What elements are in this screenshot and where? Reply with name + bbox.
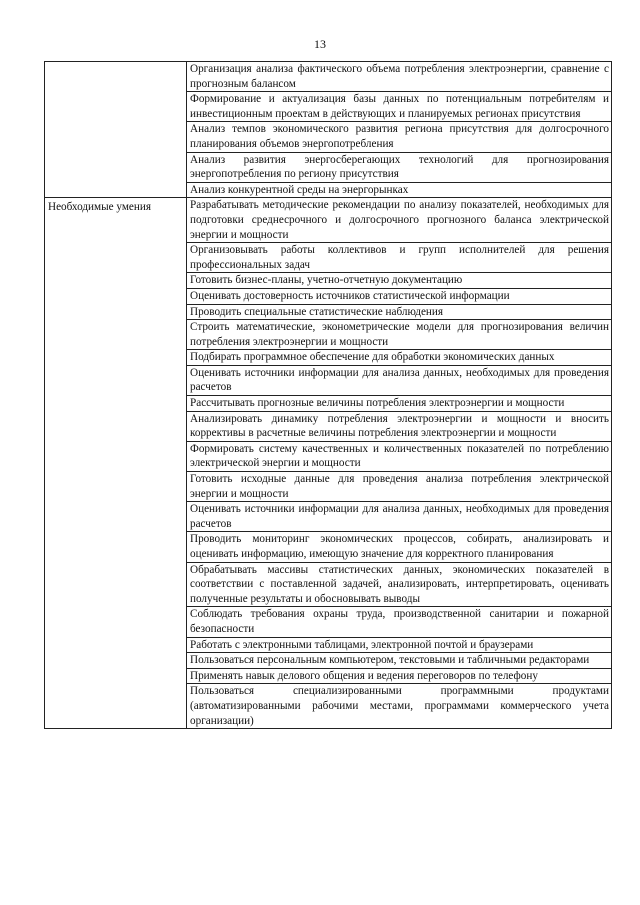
- table-row: [45, 607, 612, 637]
- skills-section-label-cell: [45, 502, 187, 532]
- skills-section-label-cell: [45, 304, 187, 320]
- continued-section-label-cell: [45, 92, 187, 122]
- skills-section-label-cell: [45, 441, 187, 471]
- skills-section-item: Работать с электронными таблицами, электронной почтой и браузерами: [187, 637, 612, 653]
- table-row: [45, 198, 612, 243]
- continued-section-item: Анализ конкурентной среды на энергорынках: [187, 182, 612, 198]
- table-body: [45, 62, 612, 729]
- continued-section-item: Формирование и актуализация базы данных по потенциальным потребителям и инвестиционным проектам в действующих и планируемых регионах присутствия: [187, 92, 612, 122]
- skills-section-label: Необходимые умения: [48, 201, 151, 214]
- skills-section-label-cell: [45, 668, 187, 684]
- table-row: [45, 320, 612, 350]
- skills-section-label-cell: [45, 532, 187, 562]
- skills-section-item: Готовить исходные данные для проведения анализа потребления электрической энергии и мощности: [187, 472, 612, 502]
- table-row: [45, 122, 612, 152]
- skills-section-label-cell: [45, 243, 187, 273]
- skills-section-item: Проводить мониторинг экономических процессов, собирать, анализировать и оценивать информацию, имеющую значение для корректного планирования: [187, 532, 612, 562]
- skills-section-label-cell: [45, 472, 187, 502]
- table-row: [45, 472, 612, 502]
- skills-section-item: Оценивать источники информации для анализа данных, необходимых для проведения расчетов: [187, 502, 612, 532]
- continued-section-label-cell: [45, 182, 187, 198]
- skills-section-item: Проводить специальные статистические наблюдения: [187, 304, 612, 320]
- continued-section-label-cell: [45, 62, 187, 92]
- table-row: [45, 304, 612, 320]
- skills-section-label-cell: [45, 607, 187, 637]
- table-row: [45, 502, 612, 532]
- skills-section-item: Обрабатывать массивы статистических данных, экономических показателей в соответствии с поставленной задачей, анализировать, интерпретировать, оценивать полученные результаты и обосновывать выводы: [187, 562, 612, 607]
- skills-section-item: Анализировать динамику потребления электроэнергии и мощности и вносить коррективы в расчетные величины потребления электроэнергии и мощности: [187, 411, 612, 441]
- table-row: [45, 684, 612, 729]
- skills-section-item: Оценивать источники информации для анализа данных, необходимых для проведения расчетов: [187, 365, 612, 395]
- page-number: 13: [314, 37, 326, 51]
- continued-section-item: Анализ развития энергосберегающих технологий для прогнозирования энергопотребления по региону присутствия: [187, 152, 612, 182]
- skills-section-label-cell: [45, 350, 187, 366]
- skills-section-item: Оценивать достоверность источников статистической информации: [187, 288, 612, 304]
- table-row: [45, 243, 612, 273]
- skills-section-item: Пользоваться персональным компьютером, текстовыми и табличными редакторами: [187, 653, 612, 669]
- continued-section-label-cell: [45, 152, 187, 182]
- skills-section-item: Рассчитывать прогнозные величины потребления электроэнергии и мощности: [187, 396, 612, 412]
- continued-section-label-cell: [45, 122, 187, 152]
- table-row: [45, 562, 612, 607]
- table-row: [45, 350, 612, 366]
- table-row: [45, 532, 612, 562]
- skills-section-label-cell: [45, 562, 187, 607]
- skills-section-label-cell: [45, 411, 187, 441]
- skills-table: [44, 61, 612, 729]
- table-row: [45, 62, 612, 92]
- skills-section-label-cell: [45, 653, 187, 669]
- skills-section-label-cell: [45, 273, 187, 289]
- skills-section-item: Применять навык делового общения и ведения переговоров по телефону: [187, 668, 612, 684]
- table-row: [45, 273, 612, 289]
- table-row: [45, 637, 612, 653]
- continued-section-item: Анализ темпов экономического развития региона присутствия для долгосрочного планирования объемов энергопотребления: [187, 122, 612, 152]
- table-row: [45, 668, 612, 684]
- skills-section-item: Организовывать работы коллективов и групп исполнителей для решения профессиональных задач: [187, 243, 612, 273]
- skills-section-label-cell: [45, 320, 187, 350]
- skills-section-item: Пользоваться специализированными программными продуктами (автоматизированными рабочими местами, программами коммерческого учета организации): [187, 684, 612, 729]
- continued-section-item: Организация анализа фактического объема потребления электроэнергии, сравнение с прогнозным балансом: [187, 62, 612, 92]
- skills-section-item: Готовить бизнес-планы, учетно-отчетную документацию: [187, 273, 612, 289]
- table-row: [45, 288, 612, 304]
- table-row: [45, 411, 612, 441]
- skills-section-label-cell: [45, 396, 187, 412]
- skills-section-item: Разрабатывать методические рекомендации по анализу показателей, необходимых для подготовки среднесрочного и долгосрочного прогнозного баланса электрической энергии и мощности: [187, 198, 612, 243]
- table-row: [45, 365, 612, 395]
- skills-section-item: Формировать систему качественных и количественных показателей по потреблению электрической энергии и мощности: [187, 441, 612, 471]
- table-row: [45, 653, 612, 669]
- skills-section-label-cell: [45, 288, 187, 304]
- table-row: [45, 152, 612, 182]
- skills-section-item: Строить математические, эконометрические модели для прогнозирования величин потребления электроэнергии и мощности: [187, 320, 612, 350]
- skills-section-label-cell: [45, 637, 187, 653]
- skills-section-item: Подбирать программное обеспечение для обработки экономических данных: [187, 350, 612, 366]
- table-row: [45, 92, 612, 122]
- skills-section-label-cell: [45, 684, 187, 729]
- table-row: [45, 441, 612, 471]
- skills-section-label-cell: [45, 198, 187, 243]
- table-row: [45, 182, 612, 198]
- skills-section-label-cell: [45, 365, 187, 395]
- table-row: [45, 396, 612, 412]
- skills-section-item: Соблюдать требования охраны труда, производственной санитарии и пожарной безопасности: [187, 607, 612, 637]
